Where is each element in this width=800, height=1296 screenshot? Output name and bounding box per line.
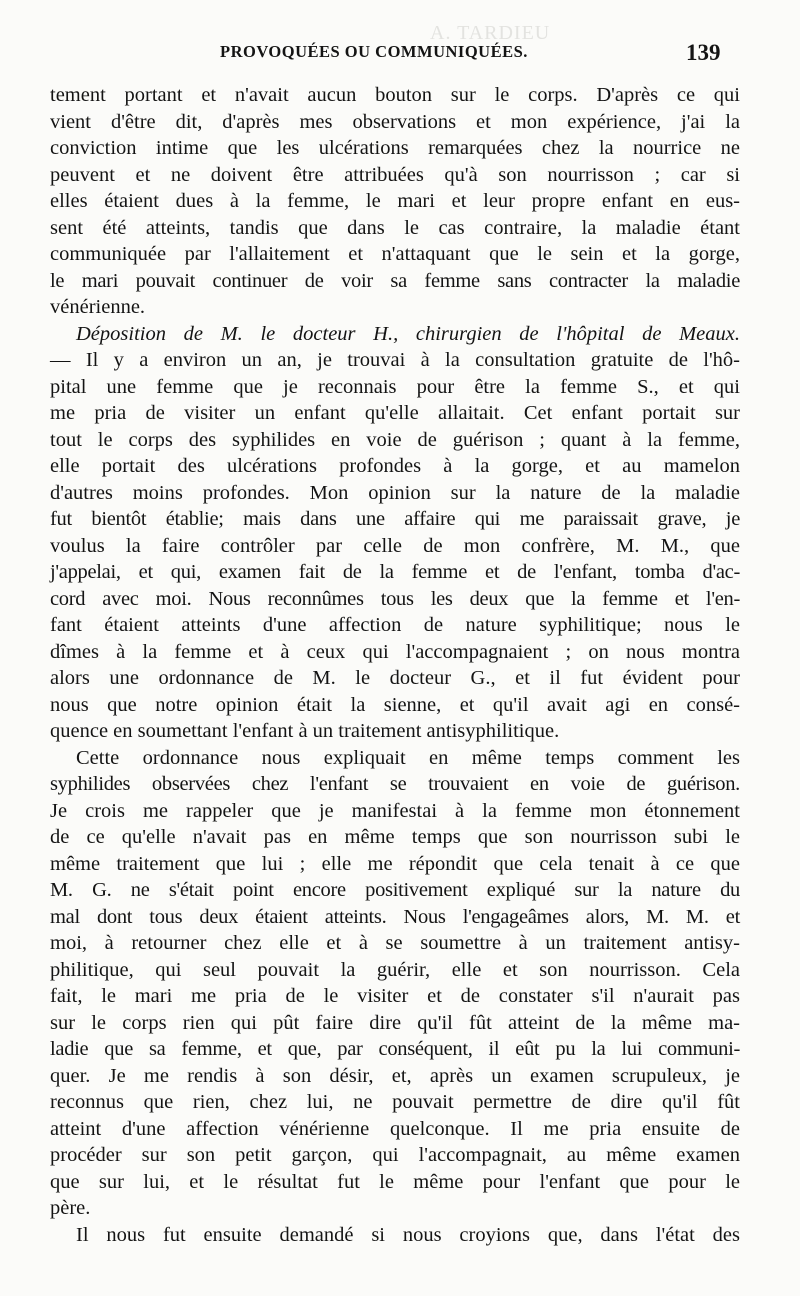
text-line: que sur lui, et le résultat fut le même pour l'enfant que pour le [50, 1170, 740, 1193]
show-through-text: A. TARDIEU [430, 22, 551, 44]
text-line: sur le corps rien qui pût faire dire qu'il fût atteint de la même ma- [50, 1011, 740, 1034]
text-line: reconnus que rien, chez lui, ne pouvait permettre de dire qu'il fût [50, 1091, 740, 1113]
text-line: conviction intime que les ulcérations remarquées chez la nourrice ne [50, 137, 740, 159]
text-line: peuvent et ne doivent être attribuées qu'à son nourrisson ; car si [50, 163, 740, 186]
text-line: dîmes à la femme et à ceux qui l'accompagnaient ; on nous montra [50, 640, 740, 663]
text-line: j'appelai, et qui, examen fait de la femme et de l'enfant, tomba d'ac- [50, 561, 740, 583]
text-line: fait, le mari me pria de le visiter et de constater s'il n'aurait pas [50, 985, 740, 1007]
text-line: elles étaient dues à la femme, le mari et leur propre enfant en eus- [50, 190, 740, 212]
text-line: d'autres moins profondes. Mon opinion sur la nature de la maladie [50, 481, 740, 504]
text-line: vénérienne. [50, 296, 146, 318]
text-line: père. [50, 1197, 91, 1219]
section-heading-line: Déposition de M. le docteur H., chirurgien de l'hôpital de Meaux. [76, 322, 740, 345]
text-line: ladie que sa femme, et que, par conséquent, il eût pu la lui communi- [50, 1038, 740, 1060]
text-line: communiquée par l'allaitement et n'attaquant que le sein et la gorge, [50, 243, 740, 265]
text-line: M. G. ne s'était point encore positivement expliqué sur la nature du [50, 879, 740, 901]
text-line: fant étaient atteints d'une affection de nature syphilitique; nous le [50, 614, 740, 636]
text-line: vient d'être dit, d'après mes observations et mon expérience, j'ai la [50, 110, 740, 133]
body-text [50, 82, 740, 1248]
text-line: le mari pouvait continuer de voir sa femme sans contracter la maladie [50, 269, 740, 292]
text-line: cord avec moi. Nous reconnûmes tous les deux que la femme et l'en- [50, 587, 740, 610]
text-line: — Il y a environ un an, je trouvai à la consultation gratuite de l'hô- [50, 349, 740, 371]
text-line: voulus la faire contrôler par celle de mon confrère, M. M., que [50, 534, 740, 557]
text-line: fut bientôt établie; mais dans une affaire qui me paraissait grave, je [50, 508, 740, 530]
text-line: procéder sur son petit garçon, qui l'accompagnait, au même examen [50, 1144, 740, 1166]
text-line: moi, à retourner chez elle et à se soumettre à un traitement antisy- [50, 932, 740, 954]
text-line: quer. Je me rendis à son désir, et, après un examen scrupuleux, je [50, 1064, 740, 1087]
text-line: tement portant et n'avait aucun bouton sur le corps. D'après ce qui [50, 84, 740, 106]
text-line: sent été atteints, tandis que dans le cas contraire, la maladie étant [50, 216, 740, 239]
running-head: PROVOQUÉES OU COMMUNIQUÉES. [220, 42, 528, 61]
text-line: même traitement que lui ; elle me répondit que cela tenait à ce que [50, 852, 740, 875]
text-line: nous que notre opinion était la sienne, et qu'il avait agi en consé- [50, 693, 740, 716]
text-line: atteint d'une affection vénérienne quelconque. Il me pria ensuite de [50, 1117, 740, 1140]
text-line: mal dont tous deux étaient atteints. Nous l'engageâmes alors, M. M. et [50, 905, 740, 928]
text-line: Je crois me rappeler que je manifestai à la femme mon étonnement [50, 799, 740, 822]
text-line: me pria de visiter un enfant qu'elle allaitait. Cet enfant portait sur [50, 402, 740, 424]
text-line: elle portait des ulcérations profondes à la gorge, et au mamelon [50, 455, 740, 477]
text-line: Cette ordonnance nous expliquait en même temps comment les [76, 746, 740, 769]
text-line: philitique, qui seul pouvait la guérir, elle et son nourrisson. Cela [50, 958, 740, 981]
text-line: alors une ordonnance de M. le docteur G., et il fut évident pour [50, 667, 740, 689]
text-line: Il nous fut ensuite demandé si nous croyions que, dans l'état des [76, 1223, 740, 1246]
text-line: syphilides observées chez l'enfant se trouvaient en voie de guérison. [50, 773, 740, 795]
text-line: tout le corps des syphilides en voie de guérison ; quant à la femme, [50, 428, 740, 451]
page-number: 139 [686, 40, 721, 65]
text-line: pital une femme que je reconnais pour être la femme S., et qui [50, 375, 740, 398]
text-line: quence en soumettant l'enfant à un traitement antisyphilitique. [50, 720, 560, 742]
text-line: de ce qu'elle n'avait pas en même temps que son nourrisson subi le [50, 826, 740, 848]
